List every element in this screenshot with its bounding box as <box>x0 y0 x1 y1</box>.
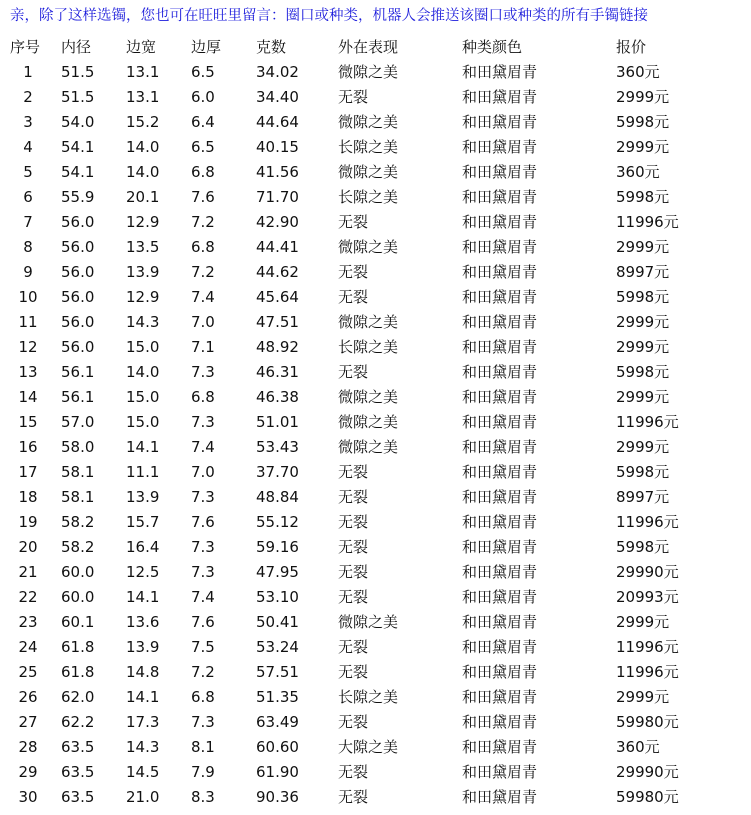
cell-price: 5998元 <box>616 363 670 381</box>
cell-width: 14.0 <box>126 138 160 156</box>
cell-width: 13.1 <box>126 88 160 106</box>
cell-type-color: 和田黛眉青 <box>462 163 538 181</box>
cell-type-color: 和田黛眉青 <box>462 588 538 606</box>
cell-index: 20 <box>18 538 38 556</box>
cell-weight: 51.01 <box>256 413 299 431</box>
table-row <box>0 710 751 735</box>
cell-appearance: 无裂 <box>338 663 369 681</box>
cell-inner-diameter: 54.1 <box>61 163 95 181</box>
cell-appearance: 微隙之美 <box>338 613 399 631</box>
cell-price: 2999元 <box>616 613 670 631</box>
cell-price: 2999元 <box>616 138 670 156</box>
cell-type-color: 和田黛眉青 <box>462 713 538 731</box>
cell-thickness: 6.4 <box>191 113 215 131</box>
cell-width: 13.1 <box>126 63 160 81</box>
cell-price: 11996元 <box>616 213 679 231</box>
cell-appearance: 无裂 <box>338 588 369 606</box>
cell-width: 13.5 <box>126 238 160 256</box>
cell-width: 14.3 <box>126 738 160 756</box>
cell-price: 2999元 <box>616 688 670 706</box>
cell-type-color: 和田黛眉青 <box>462 788 538 806</box>
cell-price: 11996元 <box>616 513 679 531</box>
cell-appearance: 无裂 <box>338 213 369 231</box>
cell-index: 15 <box>18 413 38 431</box>
cell-index: 10 <box>18 288 38 306</box>
cell-type-color: 和田黛眉青 <box>462 563 538 581</box>
cell-price: 2999元 <box>616 238 670 256</box>
table-row <box>0 310 751 335</box>
cell-index: 14 <box>18 388 38 406</box>
cell-appearance: 微隙之美 <box>338 113 399 131</box>
table-row <box>0 335 751 360</box>
cell-width: 13.9 <box>126 488 160 506</box>
cell-type-color: 和田黛眉青 <box>462 238 538 256</box>
table-row <box>0 185 751 210</box>
cell-type-color: 和田黛眉青 <box>462 613 538 631</box>
cell-index: 25 <box>18 663 38 681</box>
cell-weight: 51.35 <box>256 688 299 706</box>
cell-price: 29990元 <box>616 763 679 781</box>
table-row <box>0 160 751 185</box>
cell-thickness: 6.8 <box>191 163 215 181</box>
cell-weight: 53.10 <box>256 588 299 606</box>
cell-price: 5998元 <box>616 113 670 131</box>
cell-appearance: 微隙之美 <box>338 413 399 431</box>
cell-thickness: 7.4 <box>191 438 215 456</box>
cell-width: 16.4 <box>126 538 160 556</box>
cell-type-color: 和田黛眉青 <box>462 413 538 431</box>
cell-thickness: 7.4 <box>191 588 215 606</box>
cell-thickness: 7.3 <box>191 488 215 506</box>
cell-weight: 34.40 <box>256 88 299 106</box>
cell-type-color: 和田黛眉青 <box>462 338 538 356</box>
cell-thickness: 7.0 <box>191 463 215 481</box>
cell-price: 11996元 <box>616 413 679 431</box>
cell-type-color: 和田黛眉青 <box>462 513 538 531</box>
cell-weight: 44.41 <box>256 238 299 256</box>
cell-appearance: 无裂 <box>338 363 369 381</box>
cell-thickness: 7.9 <box>191 763 215 781</box>
cell-thickness: 6.5 <box>191 138 215 156</box>
header-price: 报价 <box>616 38 647 56</box>
cell-width: 14.1 <box>126 688 160 706</box>
cell-index: 26 <box>18 688 38 706</box>
cell-thickness: 7.3 <box>191 538 215 556</box>
cell-inner-diameter: 54.0 <box>61 113 95 131</box>
cell-appearance: 无裂 <box>338 488 369 506</box>
table-row <box>0 435 751 460</box>
cell-weight: 53.24 <box>256 638 299 656</box>
cell-width: 15.7 <box>126 513 160 531</box>
cell-index: 18 <box>18 488 38 506</box>
cell-appearance: 微隙之美 <box>338 438 399 456</box>
cell-width: 12.9 <box>126 213 160 231</box>
table-row <box>0 410 751 435</box>
cell-index: 11 <box>18 313 38 331</box>
table-row <box>0 285 751 310</box>
cell-inner-diameter: 58.2 <box>61 513 95 531</box>
cell-inner-diameter: 63.5 <box>61 738 95 756</box>
cell-index: 21 <box>18 563 38 581</box>
table-row <box>0 535 751 560</box>
cell-appearance: 长隙之美 <box>338 188 399 206</box>
cell-thickness: 7.6 <box>191 513 215 531</box>
cell-price: 8997元 <box>616 488 670 506</box>
cell-index: 6 <box>23 188 33 206</box>
cell-price: 5998元 <box>616 538 670 556</box>
table-row <box>0 660 751 685</box>
cell-appearance: 无裂 <box>338 288 369 306</box>
cell-width: 15.0 <box>126 413 160 431</box>
cell-index: 9 <box>23 263 33 281</box>
cell-index: 2 <box>23 88 33 106</box>
cell-price: 59980元 <box>616 713 679 731</box>
cell-index: 17 <box>18 463 38 481</box>
cell-thickness: 7.6 <box>191 188 215 206</box>
cell-index: 19 <box>18 513 38 531</box>
cell-inner-diameter: 58.1 <box>61 488 95 506</box>
table-row <box>0 85 751 110</box>
cell-inner-diameter: 54.1 <box>61 138 95 156</box>
cell-index: 22 <box>18 588 38 606</box>
cell-price: 2999元 <box>616 313 670 331</box>
header-thickness: 边厚 <box>191 38 222 56</box>
cell-width: 14.5 <box>126 763 160 781</box>
cell-weight: 42.90 <box>256 213 299 231</box>
cell-appearance: 无裂 <box>338 88 369 106</box>
cell-price: 2999元 <box>616 388 670 406</box>
cell-weight: 40.15 <box>256 138 299 156</box>
cell-appearance: 无裂 <box>338 763 369 781</box>
cell-type-color: 和田黛眉青 <box>462 638 538 656</box>
cell-appearance: 无裂 <box>338 538 369 556</box>
cell-appearance: 微隙之美 <box>338 238 399 256</box>
cell-appearance: 微隙之美 <box>338 313 399 331</box>
cell-type-color: 和田黛眉青 <box>462 738 538 756</box>
cell-type-color: 和田黛眉青 <box>462 388 538 406</box>
table-row <box>0 260 751 285</box>
table-row <box>0 610 751 635</box>
cell-width: 14.0 <box>126 363 160 381</box>
table-row <box>0 360 751 385</box>
table-row <box>0 110 751 135</box>
cell-price: 360元 <box>616 738 660 756</box>
cell-appearance: 长隙之美 <box>338 338 399 356</box>
cell-weight: 47.95 <box>256 563 299 581</box>
cell-appearance: 长隙之美 <box>338 138 399 156</box>
cell-inner-diameter: 60.1 <box>61 613 95 631</box>
cell-price: 11996元 <box>616 638 679 656</box>
cell-inner-diameter: 58.1 <box>61 463 95 481</box>
cell-index: 7 <box>23 213 33 231</box>
cell-weight: 48.84 <box>256 488 299 506</box>
cell-appearance: 无裂 <box>338 263 369 281</box>
table-row <box>0 485 751 510</box>
cell-price: 2999元 <box>616 88 670 106</box>
cell-type-color: 和田黛眉青 <box>462 63 538 81</box>
header-index: 序号 <box>10 38 41 56</box>
cell-thickness: 6.5 <box>191 63 215 81</box>
cell-weight: 59.16 <box>256 538 299 556</box>
cell-inner-diameter: 63.5 <box>61 788 95 806</box>
cell-index: 12 <box>18 338 38 356</box>
cell-appearance: 微隙之美 <box>338 163 399 181</box>
cell-weight: 37.70 <box>256 463 299 481</box>
cell-inner-diameter: 60.0 <box>61 588 95 606</box>
table-row <box>0 210 751 235</box>
cell-inner-diameter: 56.0 <box>61 313 95 331</box>
cell-inner-diameter: 56.0 <box>61 263 95 281</box>
cell-width: 11.1 <box>126 463 160 481</box>
cell-type-color: 和田黛眉青 <box>462 463 538 481</box>
cell-type-color: 和田黛眉青 <box>462 438 538 456</box>
header-inner-diameter: 内径 <box>61 38 92 56</box>
cell-type-color: 和田黛眉青 <box>462 88 538 106</box>
cell-thickness: 8.1 <box>191 738 215 756</box>
cell-width: 14.1 <box>126 588 160 606</box>
cell-weight: 53.43 <box>256 438 299 456</box>
cell-type-color: 和田黛眉青 <box>462 288 538 306</box>
cell-weight: 71.70 <box>256 188 299 206</box>
cell-weight: 46.38 <box>256 388 299 406</box>
cell-weight: 48.92 <box>256 338 299 356</box>
cell-index: 5 <box>23 163 33 181</box>
table-row <box>0 385 751 410</box>
header-weight: 克数 <box>256 38 287 56</box>
cell-weight: 63.49 <box>256 713 299 731</box>
cell-width: 12.5 <box>126 563 160 581</box>
cell-appearance: 微隙之美 <box>338 63 399 81</box>
cell-price: 20993元 <box>616 588 679 606</box>
cell-inner-diameter: 56.0 <box>61 213 95 231</box>
cell-thickness: 7.3 <box>191 563 215 581</box>
cell-inner-diameter: 56.1 <box>61 388 95 406</box>
cell-index: 13 <box>18 363 38 381</box>
table-row <box>0 235 751 260</box>
cell-inner-diameter: 63.5 <box>61 763 95 781</box>
cell-width: 17.3 <box>126 713 160 731</box>
cell-weight: 34.02 <box>256 63 299 81</box>
cell-width: 15.0 <box>126 338 160 356</box>
cell-width: 15.2 <box>126 113 160 131</box>
cell-type-color: 和田黛眉青 <box>462 188 538 206</box>
header-appearance: 外在表现 <box>338 38 399 56</box>
cell-thickness: 7.1 <box>191 338 215 356</box>
cell-inner-diameter: 61.8 <box>61 638 95 656</box>
cell-weight: 57.51 <box>256 663 299 681</box>
cell-appearance: 无裂 <box>338 788 369 806</box>
cell-width: 12.9 <box>126 288 160 306</box>
cell-weight: 45.64 <box>256 288 299 306</box>
cell-width: 13.9 <box>126 638 160 656</box>
table-row <box>0 60 751 85</box>
table-row <box>0 635 751 660</box>
cell-appearance: 大隙之美 <box>338 738 399 756</box>
cell-appearance: 无裂 <box>338 563 369 581</box>
notice-text: 亲，除了这样选镯，您也可在旺旺里留言：圈口或种类，机器人会推送该圈口或种类的所有手镯链接 <box>10 8 648 24</box>
cell-width: 13.9 <box>126 263 160 281</box>
cell-type-color: 和田黛眉青 <box>462 113 538 131</box>
cell-width: 13.6 <box>126 613 160 631</box>
cell-price: 360元 <box>616 163 660 181</box>
cell-index: 24 <box>18 638 38 656</box>
cell-width: 20.1 <box>126 188 160 206</box>
cell-thickness: 6.8 <box>191 688 215 706</box>
cell-price: 8997元 <box>616 263 670 281</box>
cell-type-color: 和田黛眉青 <box>462 488 538 506</box>
cell-thickness: 8.3 <box>191 788 215 806</box>
cell-index: 16 <box>18 438 38 456</box>
table-header <box>0 35 751 60</box>
cell-type-color: 和田黛眉青 <box>462 263 538 281</box>
cell-weight: 55.12 <box>256 513 299 531</box>
cell-type-color: 和田黛眉青 <box>462 138 538 156</box>
cell-appearance: 无裂 <box>338 713 369 731</box>
table-row <box>0 585 751 610</box>
cell-appearance: 无裂 <box>338 463 369 481</box>
cell-weight: 46.31 <box>256 363 299 381</box>
cell-thickness: 7.0 <box>191 313 215 331</box>
cell-weight: 44.64 <box>256 113 299 131</box>
cell-inner-diameter: 57.0 <box>61 413 95 431</box>
table-row <box>0 785 751 810</box>
cell-index: 8 <box>23 238 33 256</box>
cell-type-color: 和田黛眉青 <box>462 663 538 681</box>
cell-price: 5998元 <box>616 463 670 481</box>
cell-width: 14.8 <box>126 663 160 681</box>
cell-index: 1 <box>23 63 33 81</box>
header-width: 边宽 <box>126 38 157 56</box>
table-row <box>0 560 751 585</box>
cell-weight: 41.56 <box>256 163 299 181</box>
cell-thickness: 7.3 <box>191 413 215 431</box>
cell-index: 27 <box>18 713 38 731</box>
cell-thickness: 7.5 <box>191 638 215 656</box>
bangle-table <box>0 35 751 810</box>
cell-thickness: 7.3 <box>191 713 215 731</box>
cell-inner-diameter: 56.0 <box>61 288 95 306</box>
cell-price: 11996元 <box>616 663 679 681</box>
cell-weight: 61.90 <box>256 763 299 781</box>
cell-price: 360元 <box>616 63 660 81</box>
cell-appearance: 无裂 <box>338 638 369 656</box>
cell-width: 14.3 <box>126 313 160 331</box>
cell-weight: 50.41 <box>256 613 299 631</box>
cell-price: 5998元 <box>616 288 670 306</box>
cell-appearance: 微隙之美 <box>338 388 399 406</box>
cell-index: 4 <box>23 138 33 156</box>
cell-price: 2999元 <box>616 338 670 356</box>
cell-inner-diameter: 56.0 <box>61 338 95 356</box>
header-type-color: 种类颜色 <box>462 38 523 56</box>
cell-width: 15.0 <box>126 388 160 406</box>
cell-thickness: 7.4 <box>191 288 215 306</box>
cell-inner-diameter: 60.0 <box>61 563 95 581</box>
cell-thickness: 7.2 <box>191 263 215 281</box>
table-row <box>0 510 751 535</box>
cell-inner-diameter: 51.5 <box>61 88 95 106</box>
cell-appearance: 无裂 <box>338 513 369 531</box>
cell-weight: 44.62 <box>256 263 299 281</box>
cell-width: 14.0 <box>126 163 160 181</box>
cell-price: 59980元 <box>616 788 679 806</box>
cell-inner-diameter: 61.8 <box>61 663 95 681</box>
cell-type-color: 和田黛眉青 <box>462 538 538 556</box>
cell-inner-diameter: 58.2 <box>61 538 95 556</box>
cell-inner-diameter: 58.0 <box>61 438 95 456</box>
cell-width: 21.0 <box>126 788 160 806</box>
cell-width: 14.1 <box>126 438 160 456</box>
cell-index: 29 <box>18 763 38 781</box>
cell-weight: 90.36 <box>256 788 299 806</box>
cell-type-color: 和田黛眉青 <box>462 213 538 231</box>
cell-thickness: 7.3 <box>191 363 215 381</box>
cell-type-color: 和田黛眉青 <box>462 763 538 781</box>
cell-type-color: 和田黛眉青 <box>462 688 538 706</box>
cell-inner-diameter: 51.5 <box>61 63 95 81</box>
cell-thickness: 7.2 <box>191 213 215 231</box>
cell-type-color: 和田黛眉青 <box>462 313 538 331</box>
cell-thickness: 6.0 <box>191 88 215 106</box>
table-row <box>0 760 751 785</box>
table-row <box>0 685 751 710</box>
cell-price: 29990元 <box>616 563 679 581</box>
cell-index: 23 <box>18 613 38 631</box>
cell-inner-diameter: 55.9 <box>61 188 95 206</box>
cell-weight: 47.51 <box>256 313 299 331</box>
table-row <box>0 460 751 485</box>
cell-price: 5998元 <box>616 188 670 206</box>
cell-index: 28 <box>18 738 38 756</box>
cell-thickness: 6.8 <box>191 238 215 256</box>
cell-weight: 60.60 <box>256 738 299 756</box>
cell-appearance: 长隙之美 <box>338 688 399 706</box>
cell-type-color: 和田黛眉青 <box>462 363 538 381</box>
cell-inner-diameter: 62.2 <box>61 713 95 731</box>
cell-thickness: 7.2 <box>191 663 215 681</box>
cell-inner-diameter: 62.0 <box>61 688 95 706</box>
cell-index: 30 <box>18 788 38 806</box>
cell-index: 3 <box>23 113 33 131</box>
cell-price: 2999元 <box>616 438 670 456</box>
table-row <box>0 135 751 160</box>
cell-thickness: 6.8 <box>191 388 215 406</box>
cell-thickness: 7.6 <box>191 613 215 631</box>
cell-inner-diameter: 56.0 <box>61 238 95 256</box>
table-row <box>0 735 751 760</box>
cell-inner-diameter: 56.1 <box>61 363 95 381</box>
